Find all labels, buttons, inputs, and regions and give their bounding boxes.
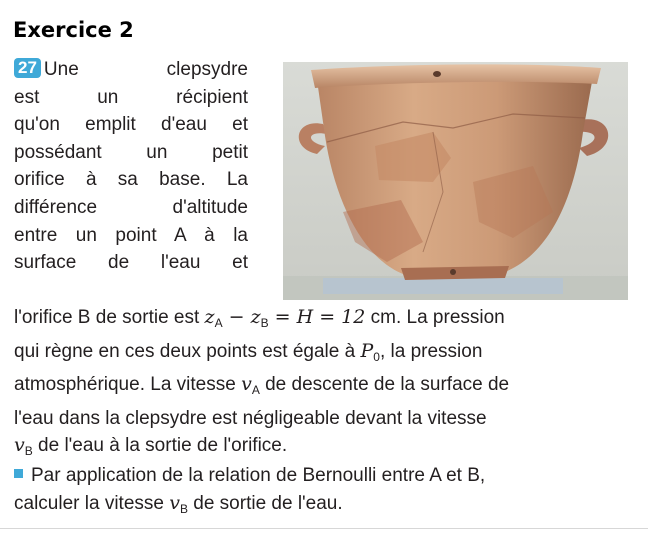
exercise-body bbox=[14, 304, 629, 466]
clepsydra-illustration bbox=[283, 62, 628, 300]
intro-line-1: 27 Une clepsydre bbox=[14, 56, 248, 84]
velocity-a-symbol: $v_A$ bbox=[241, 373, 260, 398]
intro-line-4: possédant un petit bbox=[14, 141, 248, 163]
question-line-1: Par application de la relation de Bernoulli entre A et B, bbox=[14, 462, 634, 490]
clepsydra-photo bbox=[283, 62, 628, 300]
intro-line-6: différence d'altitude bbox=[14, 196, 248, 218]
question-line-2: calculer la vitesse $v_B$ de sortie de l'eau. bbox=[14, 491, 343, 516]
bottom-divider bbox=[0, 528, 648, 529]
exercise-number-badge: 27 bbox=[14, 58, 41, 78]
velocity-b-symbol: $v_B$ bbox=[14, 434, 33, 459]
intro-line-7: entre un point A à la bbox=[14, 224, 248, 246]
height-equation: $z_A - z_B = H = 12$ bbox=[204, 306, 366, 330]
question-velocity-symbol: $v_B$ bbox=[169, 491, 188, 516]
body-line-1: l'orifice B de sortie est $z_A - z_B = H = 12$ cm. La pression bbox=[14, 306, 505, 330]
body-line-3: atmosphérique. La vitesse $v_A$ de descente de la surface de bbox=[14, 373, 510, 398]
body-line-4: l'eau dans la clepsydre est négligeable devant la vitesse bbox=[14, 407, 487, 429]
intro-line-8: surface de l'eau et bbox=[14, 252, 248, 274]
intro-line-3: qu'on emplit d'eau et bbox=[14, 114, 248, 136]
page-title: Exercice 2 bbox=[13, 18, 134, 42]
pressure-symbol: $P_0$ bbox=[360, 339, 380, 364]
exercise-intro bbox=[14, 56, 248, 277]
bullet-square-icon bbox=[14, 469, 23, 478]
body-line-5: $v_B$ de l'eau à la sortie de l'orifice. bbox=[14, 434, 288, 459]
body-line-2: qui règne en ces deux points est égale à $P_0$, la pression bbox=[14, 339, 483, 364]
intro-line-2: est un récipient bbox=[14, 86, 248, 108]
question bbox=[14, 462, 634, 523]
intro-line-5: orifice à sa base. La bbox=[14, 169, 248, 191]
